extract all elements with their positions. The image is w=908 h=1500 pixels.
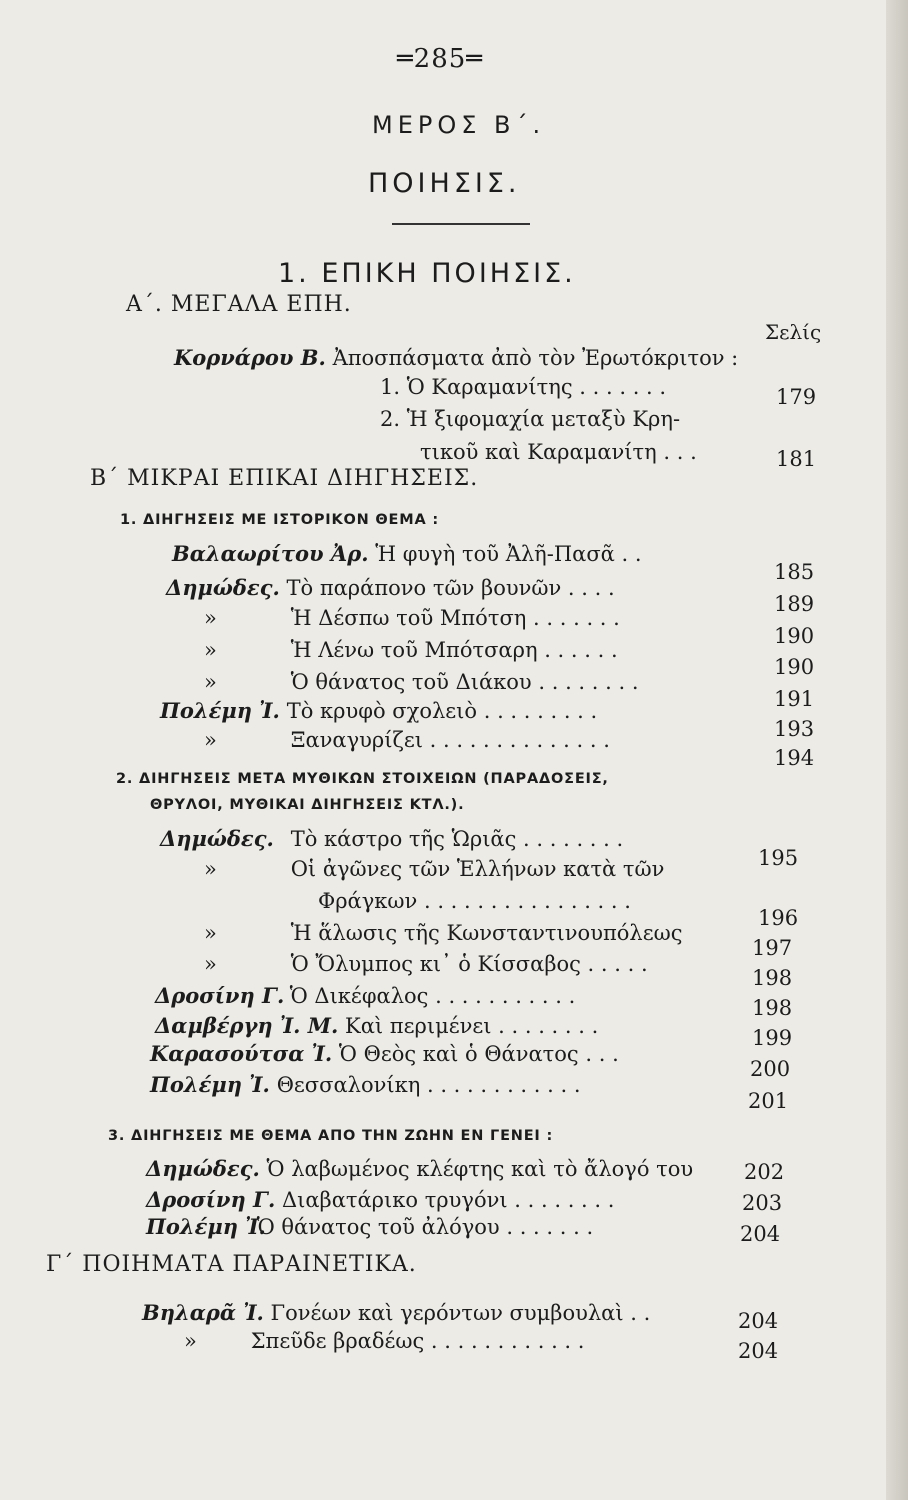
list-item	[318, 889, 631, 913]
list-item	[174, 345, 738, 370]
entry-title: Ὁ Ὄλυμπος κι᾿ ὁ Κίσσαβος . . . . .	[290, 952, 648, 976]
entry-author: »	[204, 638, 217, 662]
list-item	[204, 857, 664, 881]
list-item	[160, 826, 623, 851]
entry-author: Κορνάρου Β.	[174, 345, 326, 370]
entry-author: Δημώδες.	[146, 1156, 260, 1181]
section-c-heading: Γ΄ ΠΟΙΗΜΑΤΑ ΠΑΡΑΙΝΕΤΙΚΑ.	[46, 1252, 417, 1277]
entry-page: 185	[774, 560, 815, 584]
list-item	[204, 606, 620, 630]
entry-page: 204	[738, 1339, 779, 1363]
entry-author: Δροσίνη Γ.	[155, 983, 285, 1008]
list-item	[204, 638, 618, 662]
entry-page: 179	[776, 385, 817, 409]
list-item	[146, 1214, 593, 1239]
entry-page: 204	[740, 1222, 781, 1246]
entry-title: Ἡ Δέσπω τοῦ Μπότση . . . . . . .	[290, 606, 620, 630]
entry-page: 199	[752, 1026, 793, 1050]
divider	[392, 223, 530, 225]
entry-page: 190	[774, 624, 815, 648]
entry-title: Οἱ ἀγῶνες τῶν Ἑλλήνων κατὰ τῶν	[290, 857, 665, 881]
entry-author: Δαμβέργη Ἰ. Μ.	[155, 1013, 339, 1038]
entry-title: Ὁ θάνατος τοῦ Διάκου . . . . . . . .	[290, 670, 639, 694]
entry-author: Δροσίνη Γ.	[146, 1187, 276, 1212]
list-item	[160, 698, 597, 723]
entry-title: τικοῦ καὶ Καραμανίτη . . .	[420, 440, 697, 464]
list-item	[155, 983, 575, 1008]
entry-page: 202	[744, 1160, 785, 1184]
page-edge	[886, 0, 908, 1500]
entry-author: Πολέμη Ἰ.	[146, 1214, 266, 1239]
list-item	[204, 921, 682, 945]
entry-author: »	[204, 921, 217, 945]
entry-author: »	[204, 670, 217, 694]
entry-page: 193	[774, 717, 815, 741]
entry-title: Ἡ ἅλωσις τῆς Κωνσταντινουπόλεως	[290, 921, 683, 945]
list-item	[204, 728, 610, 752]
page-column-label: Σελίς	[765, 320, 822, 344]
entry-author: Δημώδες.	[160, 826, 274, 851]
entry-title: Φράγκων . . . . . . . . . . . . . . . .	[318, 889, 631, 913]
entry-title: Ὁ λαβωμένος κλέφτης καὶ τὸ ἄλογό του	[266, 1157, 694, 1181]
entry-title: Γονέων καὶ γερόντων συμβουλαὶ . .	[270, 1301, 651, 1325]
entry-title: Ἡ φυγὴ τοῦ Ἀλῆ-Πασᾶ . .	[375, 542, 642, 566]
entry-title: Τὸ κρυφὸ σχολειὸ . . . . . . . . .	[286, 699, 598, 723]
entry-page: 196	[758, 906, 799, 930]
entry-title: Ξαναγυρίζει . . . . . . . . . . . . . .	[290, 728, 610, 752]
entry-title: Θεσσαλονίκη . . . . . . . . . . . .	[276, 1073, 581, 1097]
list-item	[150, 1072, 581, 1097]
entry-page: 203	[742, 1191, 783, 1215]
entry-author: Πολέμη Ἰ.	[150, 1072, 270, 1097]
section-a-heading: Α΄. ΜΕΓΑΛΑ ΕΠΗ.	[126, 292, 352, 317]
part-title: ΜΕΡΟΣ Β΄.	[372, 111, 546, 139]
list-item	[146, 1156, 693, 1181]
list-item	[172, 541, 642, 566]
entry-title: Τὸ κάστρο τῆς Ὡριᾶς . . . . . . . .	[290, 827, 624, 851]
list-item	[150, 1041, 619, 1066]
entry-title: 2. Ἡ ξιφομαχία μεταξὺ Κρη-	[380, 407, 681, 431]
entry-author: »	[204, 728, 217, 752]
entry-title: Τὸ παράπονο τῶν βουνῶν . . . .	[286, 576, 615, 600]
page-number: ═285═	[397, 44, 483, 74]
entry-page: 191	[774, 687, 815, 711]
list-item	[204, 952, 648, 976]
entry-author: Πολέμη Ἰ.	[160, 698, 280, 723]
entry-title: Ὁ Δικέφαλος . . . . . . . . . . .	[289, 984, 576, 1008]
subsection-heading: 2. ΔΙΗΓΗΣΕΙΣ ΜΕΤΑ ΜΥΘΙΚΩΝ ΣΤΟΙΧΕΙΩΝ (ΠΑΡΑΔΟΣΕΙΣ,	[116, 771, 609, 787]
list-item	[204, 670, 639, 694]
entry-title: Καὶ περιμένει . . . . . . . .	[345, 1014, 599, 1038]
entry-title: 1. Ὁ Καραμανίτης . . . . . . .	[380, 375, 667, 399]
entry-page: 204	[738, 1309, 779, 1333]
entry-page: 189	[774, 592, 815, 616]
entry-author: Βαλαωρίτου Ἀρ.	[172, 541, 369, 566]
part-subtitle: ΠΟΙΗΣΙΣ.	[368, 168, 521, 199]
list-item	[380, 375, 666, 399]
entry-title: Ἡ Λένω τοῦ Μπότσαρη . . . . . .	[290, 638, 618, 662]
entry-page: 195	[758, 846, 799, 870]
list-item	[166, 575, 615, 600]
entry-page: 198	[752, 996, 793, 1020]
entry-title: Ὁ θάνατος τοῦ ἀλόγου . . . . . . .	[256, 1215, 594, 1239]
entry-page: 198	[752, 966, 793, 990]
list-item	[142, 1300, 650, 1325]
entry-page: 201	[748, 1089, 789, 1113]
list-item	[184, 1329, 584, 1353]
entry-author: Καρασούτσα Ἰ.	[150, 1041, 333, 1066]
entry-title: Ὁ Θεὸς καὶ ὁ Θάνατος . . .	[338, 1042, 619, 1066]
entry-page: 194	[774, 746, 815, 770]
subsection-heading: 1. ΔΙΗΓΗΣΕΙΣ ΜΕ ΙΣΤΟΡΙΚΟΝ ΘΕΜΑ :	[120, 512, 439, 528]
entry-page: 197	[752, 936, 793, 960]
subsection-heading: 3. ΔΙΗΓΗΣΕΙΣ ΜΕ ΘΕΜΑ ΑΠΟ ΤΗΝ ΖΩΗΝ ΕΝ ΓΕΝΕΙ :	[108, 1128, 554, 1144]
entry-title: Σπεῦδε βραδέως . . . . . . . . . . . .	[250, 1329, 585, 1353]
entry-page: 200	[750, 1057, 791, 1081]
entry-page: 181	[776, 447, 817, 471]
entry-page: 190	[774, 655, 815, 679]
entry-title: Ἀποσπάσματα ἀπὸ τὸν Ἐρωτόκριτον :	[332, 346, 739, 370]
chapter-title: 1. ΕΠΙΚΗ ΠΟΙΗΣΙΣ.	[278, 258, 576, 289]
entry-author: Δημώδες.	[166, 575, 280, 600]
subsection-heading-continued: ΘΡΥΛΟΙ, ΜΥΘΙΚΑΙ ΔΙΗΓΗΣΕΙΣ ΚΤΛ.).	[150, 797, 465, 813]
entry-author: »	[204, 606, 217, 630]
list-item	[380, 407, 680, 431]
entry-author: »	[204, 952, 217, 976]
list-item	[420, 440, 697, 464]
entry-author: Βηλαρᾶ Ἰ.	[142, 1300, 264, 1325]
entry-author: »	[184, 1329, 197, 1353]
entry-author: »	[204, 857, 217, 881]
entry-title: Διαβατάρικο τρυγόνι . . . . . . . .	[281, 1188, 615, 1212]
list-item	[155, 1013, 598, 1038]
section-b-heading: Β΄ ΜΙΚΡΑΙ ΕΠΙΚΑΙ ΔΙΗΓΗΣΕΙΣ.	[90, 466, 479, 491]
list-item	[146, 1187, 614, 1212]
